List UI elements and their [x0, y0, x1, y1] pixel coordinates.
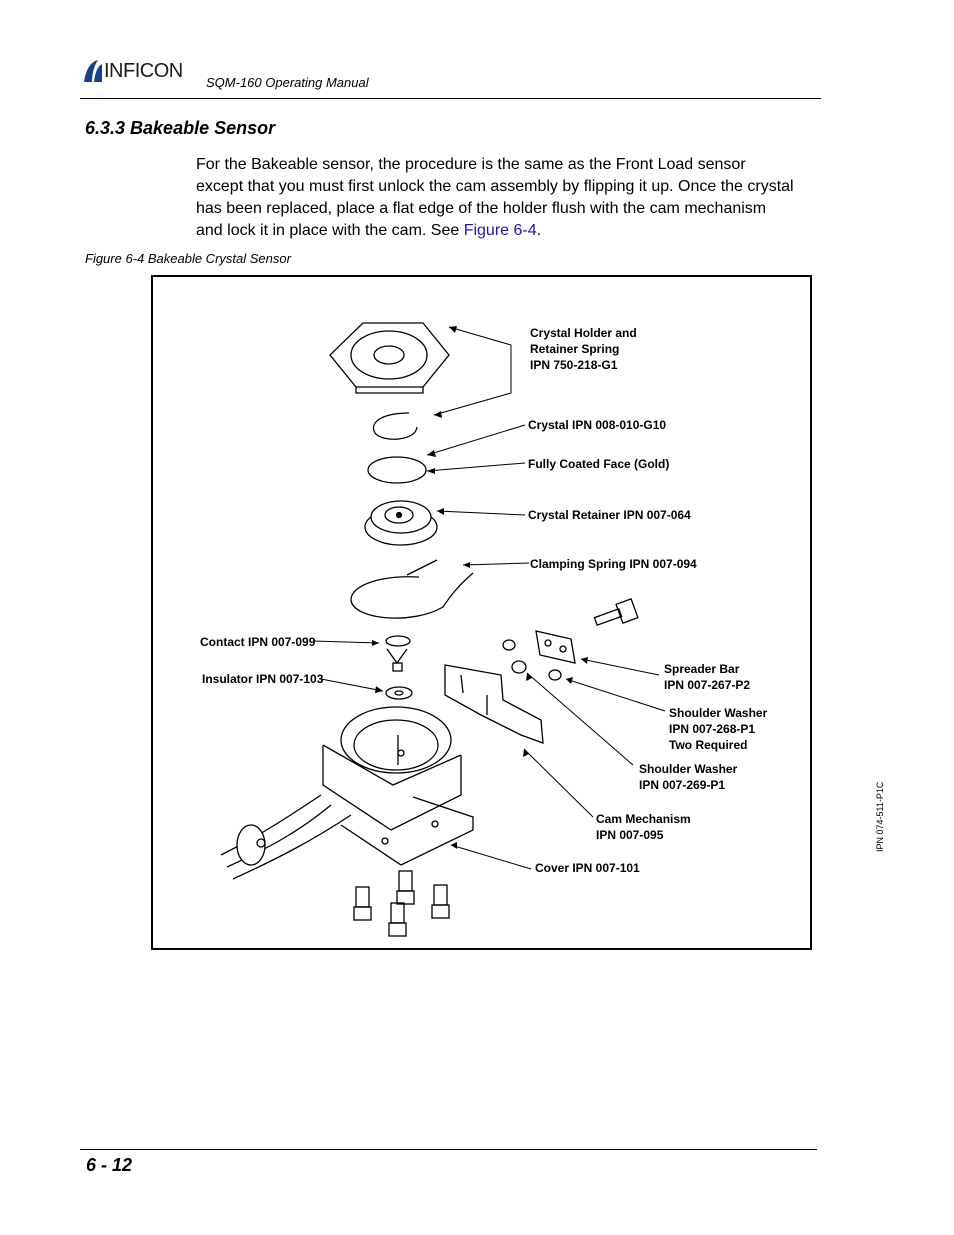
callout-shoulder-washer-268-3: Two Required [669, 738, 748, 752]
callout-shoulder-washer-268-2: IPN 007-268-P1 [669, 722, 756, 736]
sensor-body-part [323, 707, 461, 830]
cable-part [221, 795, 351, 879]
callout-shoulder-washer-269-2: IPN 007-269-P1 [639, 778, 726, 792]
footer-divider [80, 1149, 817, 1150]
callout-crystal-holder-1: Crystal Holder and [530, 326, 637, 340]
figure-caption: Figure 6-4 Bakeable Crystal Sensor [85, 251, 291, 266]
body-paragraph [196, 154, 796, 242]
page-number: 6 - 12 [86, 1155, 133, 1175]
shoulder-washer-part [503, 640, 515, 650]
callout-shoulder-washer-268-1: Shoulder Washer [669, 706, 768, 720]
callout-crystal: Crystal IPN 008-010-G10 [528, 418, 667, 432]
knob-screw-part [594, 599, 638, 625]
body-text: For the Bakeable sensor, the procedure is the same as the Front Load sensor except that you must first unlock the cam assembly by flipping it up. Once the crystal has been replaced, place a flat edge of the holder flush with the cam mechanism and lock it in place with the cam. See [196, 156, 794, 239]
callout-clamping-spring: Clamping Spring IPN 007-094 [530, 557, 697, 571]
callout-contact: Contact IPN 007-099 [200, 635, 316, 649]
shoulder-washer-part [549, 670, 561, 680]
callout-spreader-bar-1: Spreader Bar [664, 662, 740, 676]
clamping-spring-part [351, 560, 473, 618]
shoulder-washer-part [512, 661, 526, 673]
cover-part [341, 797, 473, 865]
figure-link[interactable]: Figure 6-4 [463, 222, 537, 239]
bakeable-sensor-diagram [151, 275, 812, 950]
callout-crystal-holder-2: Retainer Spring [530, 342, 620, 356]
body-text-end: . [536, 222, 542, 239]
crystal-retainer-part [365, 501, 437, 545]
logo-text: INFICON [104, 60, 183, 82]
callout-cam-mechanism-2: IPN 007-095 [596, 828, 664, 842]
callout-crystal-holder-3: IPN 750-218-G1 [530, 358, 618, 372]
contact-part [386, 636, 410, 671]
header-divider [80, 98, 821, 99]
callout-crystal-retainer: Crystal Retainer IPN 007-064 [528, 508, 691, 522]
callout-insulator: Insulator IPN 007-103 [202, 672, 324, 686]
crystal-part [368, 457, 426, 483]
callout-spreader-bar-2: IPN 007-267-P2 [664, 678, 751, 692]
manual-title: SQM-160 Operating Manual [206, 75, 369, 90]
screws-part [354, 871, 449, 936]
section-heading: 6.3.3 Bakeable Sensor [85, 118, 276, 138]
callout-shoulder-washer-269-1: Shoulder Washer [639, 762, 738, 776]
retainer-spring-part [373, 413, 417, 439]
spreader-bar-part [536, 631, 575, 663]
callout-cover: Cover IPN 007-101 [535, 861, 640, 875]
crystal-holder-part [330, 323, 449, 393]
callout-cam-mechanism-1: Cam Mechanism [596, 812, 691, 826]
leader-lines [313, 327, 665, 869]
insulator-part [386, 687, 412, 699]
document-id: IPN 074-511-P1C [875, 781, 885, 852]
callout-coated-face: Fully Coated Face (Gold) [528, 457, 670, 471]
